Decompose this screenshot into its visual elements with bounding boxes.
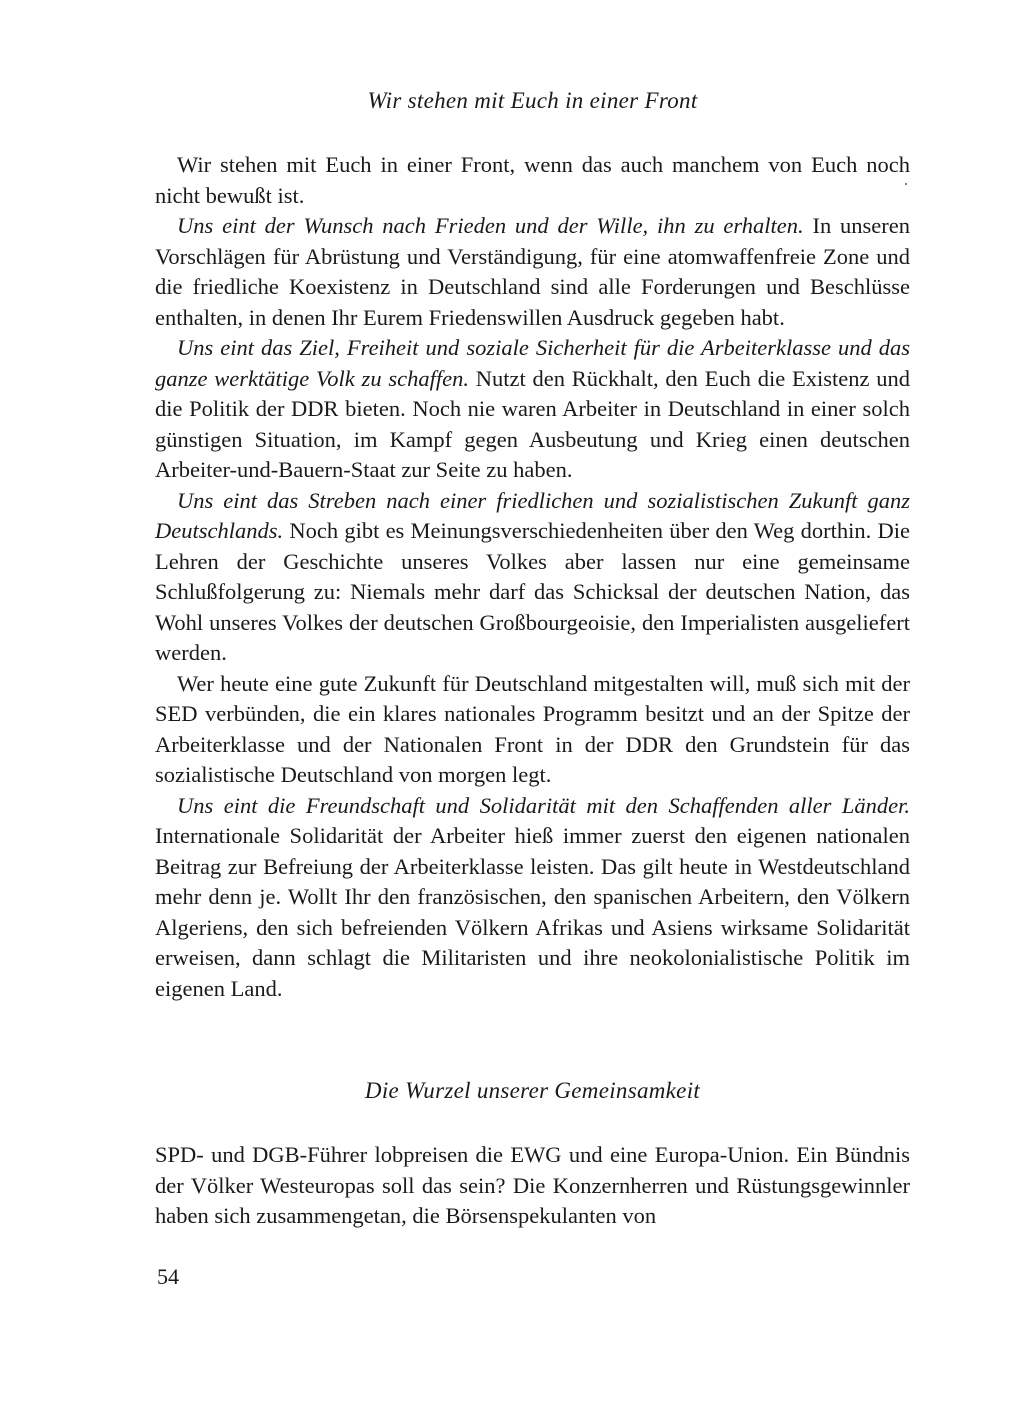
paragraph-2-text: In unseren Vorschlägen für Abrüstung und Verständigung, für eine atomwaffenfreie Zone und die friedliche Koexistenz in Deutschland sind alle Forderungen und Beschlüsse enthalten, in denen Ihr Eurem Friedenswillen Ausdruck gegeben habt. bbox=[155, 213, 910, 330]
paragraph-6-text: Internationale Solidarität der Arbeiter hieß immer zuerst den eigenen nationalen Beitrag zur Befreiung der Arbeiterklasse leisten. Das gilt heute in Westdeutschland mehr denn je. Wollt Ihr den französischen, den spanischen Arbeitern, den Völkern Algeriens, den sich befreienden Völkern Afrikas und Asiens wirksame Solidarität erweisen, dann schlagt die Militaristen und ihre neokolonialistische Politik im eigenen Land. bbox=[155, 823, 910, 1001]
paragraph-1 bbox=[155, 150, 910, 211]
paragraph-3 bbox=[155, 333, 910, 486]
section-body-wurzel bbox=[155, 1140, 910, 1232]
page-number: 54 bbox=[157, 1264, 179, 1289]
section-heading-front: Wir stehen mit Euch in einer Front bbox=[367, 88, 698, 113]
paragraph-4 bbox=[155, 486, 910, 669]
paragraph-4-lead: Uns eint das Streben nach einer friedlichen und sozialistischen Zukunft ganz Deutschlands. bbox=[155, 487, 910, 543]
paragraph-2 bbox=[155, 211, 910, 333]
print-speck bbox=[905, 183, 907, 185]
paragraph-4-text: Noch gibt es Meinungsverschiedenheiten über den Weg dorthin. Die Lehren der Geschichte unseres Volkes aber lassen nur eine gemeinsame Schlußfolgerung zu: Niemals mehr darf das Schicksal der deutschen Nation, das Wohl unseres Volkes der deutschen Großbourgeoisie, den Imperialisten ausgeliefert werden. bbox=[155, 518, 910, 665]
paragraph-3-lead: Uns eint das Ziel, Freiheit und soziale Sicherheit für die Arbeiterklasse und das ganze werktätige Volk zu schaffen. bbox=[155, 335, 910, 391]
paragraph-5-text: Wer heute eine gute Zukunft für Deutschland mitgestalten will, muß sich mit der SED verbünden, die ein klares nationales Programm besitzt und an der Spitze der Arbeiterklasse und der Nationalen Front in der DDR den Grundstein für das sozialistische Deutschland von morgen legt. bbox=[155, 670, 910, 787]
paragraph-7-text: SPD- und DGB-Führer lobpreisen die EWG und eine Europa-Union. Ein Bündnis der Völker Westeuropas soll das sein? Die Konzernherren und Rüstungsgewinnler haben sich zusammengetan, die Börsenspekulanten von bbox=[155, 1142, 910, 1228]
section-heading-wurzel: Die Wurzel unserer Gemeinsamkeit bbox=[364, 1078, 701, 1103]
paragraph-6-lead: Uns eint die Freundschaft und Solidarität mit den Schaffenden aller Länder. bbox=[177, 792, 910, 818]
paragraph-3-text: Nutzt den Rückhalt, den Euch die Existenz und die Politik der DDR bieten. Noch nie waren Arbeiter in Deutschland in einer solch günstigen Situation, im Kampf gegen Ausbeutung und Krieg einen deutschen Arbeiter-und-Bauern-Staat zur Seite zu haben. bbox=[155, 365, 911, 482]
paragraph-6 bbox=[155, 791, 910, 1005]
paragraph-2-lead: Uns eint der Wunsch nach Frieden und der Wille, ihn zu erhalten. bbox=[177, 213, 804, 238]
paragraph-5 bbox=[155, 669, 910, 791]
section-body-front bbox=[155, 150, 910, 1004]
paragraph-7 bbox=[155, 1140, 910, 1232]
paragraph-1-text: Wir stehen mit Euch in einer Front, wenn das auch manchem von Euch noch nicht bewußt ist. bbox=[155, 152, 910, 208]
